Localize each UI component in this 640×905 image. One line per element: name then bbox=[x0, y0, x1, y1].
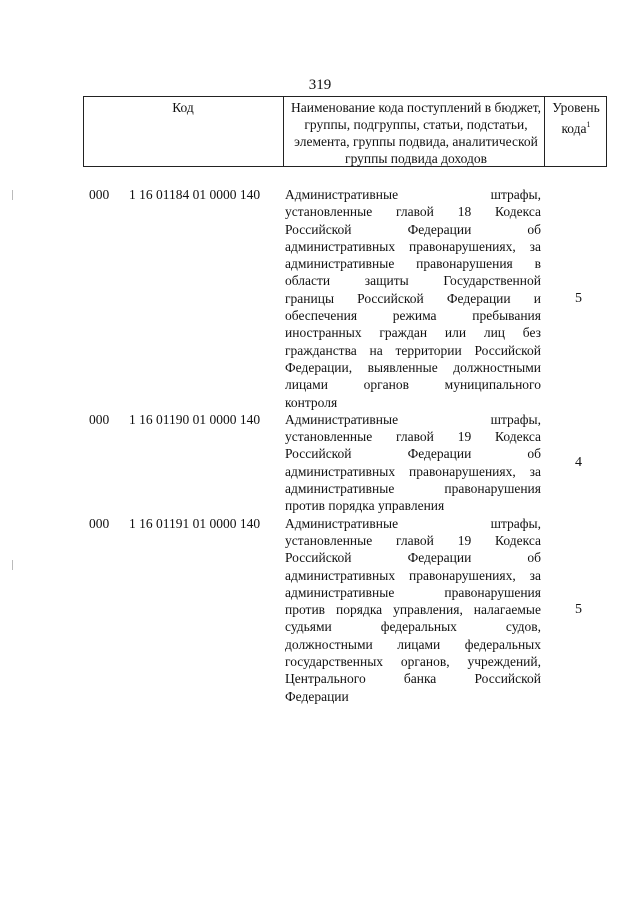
admin-code: 000 bbox=[89, 515, 110, 531]
description-line: против порядка управления, налагаемые bbox=[285, 602, 541, 618]
description-line: административные правонарушения в bbox=[285, 256, 541, 272]
table-divider bbox=[283, 97, 284, 166]
description-line: административных правонарушениях, за bbox=[285, 463, 541, 479]
description-line: области защиты Государственной bbox=[285, 273, 541, 289]
description-line: Федерации bbox=[285, 688, 349, 704]
description-line: установленные главой 19 Кодекса bbox=[285, 532, 541, 548]
table-header bbox=[83, 96, 607, 167]
description-line: Российской Федерации об bbox=[285, 221, 541, 237]
description-line: против порядка управления bbox=[285, 498, 445, 514]
description-line: должностными лицами федеральных bbox=[285, 636, 541, 652]
description-line: Федерации, выявленные должностными bbox=[285, 359, 541, 375]
description-line: Российской Федерации об bbox=[285, 550, 541, 566]
description-line: Российской Федерации об bbox=[285, 446, 541, 462]
code-level: 5 bbox=[575, 602, 582, 618]
admin-code: 000 bbox=[89, 187, 110, 202]
revenue-description bbox=[285, 186, 541, 411]
description-line: границы Российской Федерации и bbox=[285, 290, 541, 306]
description-line: административные правонарушения bbox=[285, 481, 541, 497]
description-line: Центрального банка Российской bbox=[285, 671, 541, 687]
description-line: Административные штрафы, bbox=[285, 411, 541, 427]
description-line: административных правонарушениях, за bbox=[285, 238, 541, 254]
description-line: установленные главой 19 Кодекса bbox=[285, 429, 541, 445]
description-line: административных правонарушениях, за bbox=[285, 567, 541, 583]
description-line: лицами органов муниципального bbox=[285, 377, 541, 393]
description-line: Административные штрафы, bbox=[285, 187, 541, 202]
header-level-label: Уровень кода bbox=[552, 100, 600, 136]
description-line: иностранных граждан или лиц без bbox=[285, 325, 541, 341]
header-name: Наименование кода поступлений в бюджет, группы, подгруппы, статьи, подстатьи, элемента, группы подвида, аналитической группы подвида доходов bbox=[290, 100, 541, 166]
revenue-code: 1 16 01191 01 0000 140 bbox=[129, 515, 261, 531]
description-line: судьями федеральных судов, bbox=[285, 619, 541, 635]
revenue-code: 1 16 01190 01 0000 140 bbox=[129, 411, 261, 427]
page-number: 319 bbox=[308, 77, 332, 93]
code-level: 5 bbox=[575, 290, 582, 306]
scan-margin-mark bbox=[12, 190, 13, 200]
revenue-code: 1 16 01184 01 0000 140 bbox=[129, 187, 261, 202]
admin-code: 000 bbox=[89, 411, 110, 427]
header-level bbox=[543, 99, 609, 137]
description-line: установленные главой 18 Кодекса bbox=[285, 204, 541, 220]
scan-margin-mark bbox=[12, 560, 13, 570]
description-line: государственных органов, учреждений, bbox=[285, 654, 541, 670]
description-line: обеспечения режима пребывания bbox=[285, 308, 541, 324]
header-level-footnote: 1 bbox=[586, 120, 591, 129]
description-line: гражданства на территории Российской bbox=[285, 342, 541, 358]
code-level: 4 bbox=[575, 455, 582, 471]
description-line: контроля bbox=[285, 394, 338, 410]
revenue-description bbox=[285, 515, 541, 705]
header-code: Код bbox=[172, 100, 194, 115]
revenue-description bbox=[285, 411, 541, 515]
description-line: административные правонарушения bbox=[285, 584, 541, 600]
description-line: Административные штрафы, bbox=[285, 515, 541, 531]
